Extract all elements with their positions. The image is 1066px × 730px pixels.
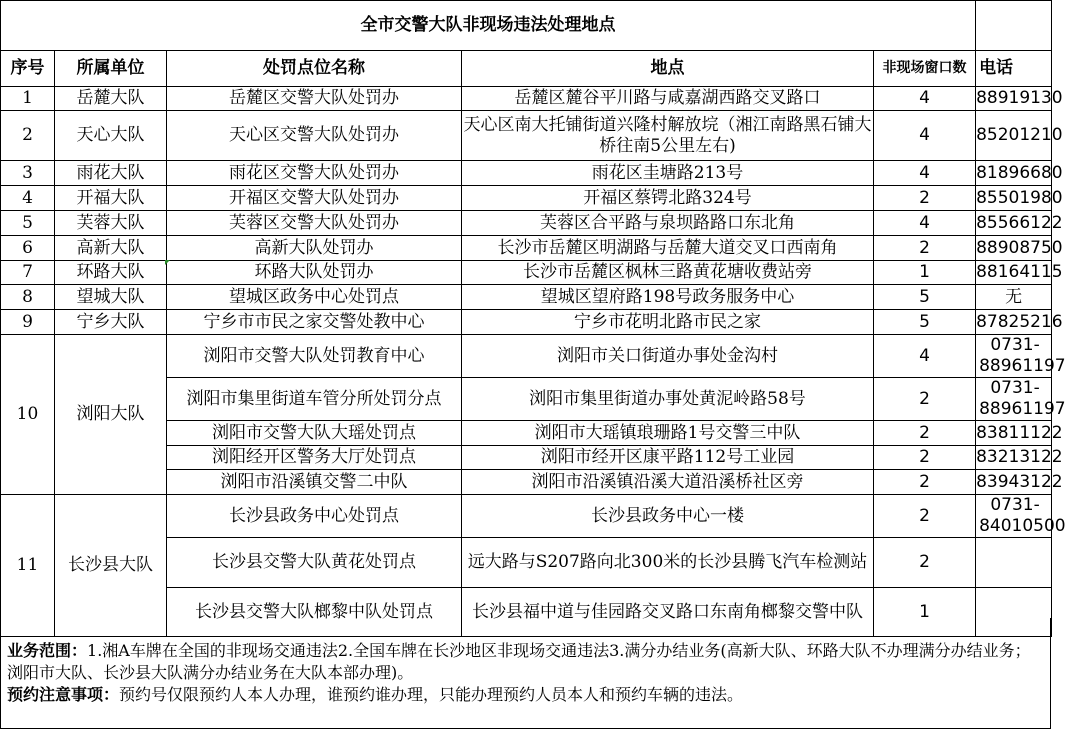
- row-seq: 9: [1, 310, 55, 335]
- table-row: [1, 161, 1052, 186]
- row-phone: 88908750: [976, 236, 1052, 261]
- business-scope: [1, 640, 1050, 684]
- row-address: 浏阳市沿溪镇沿溪大道沿溪桥社区旁: [462, 470, 874, 495]
- row-address: 长沙县福中道与佳园路交叉路口东南角榔黎交警中队: [462, 588, 874, 637]
- row-office: 长沙县政务中心处罚点: [167, 495, 462, 538]
- row-windows: 4: [874, 335, 976, 378]
- row-phone: 81896680: [976, 161, 1052, 186]
- notice-label: 预约注意事项：: [7, 685, 120, 704]
- row-unit: 雨花大队: [55, 161, 167, 186]
- row-office: 天心区交警大队处罚办: [167, 111, 462, 161]
- table-row: [1, 335, 1052, 378]
- row-seq: 6: [1, 236, 55, 261]
- row-windows: 2: [874, 421, 976, 446]
- row-windows: 2: [874, 446, 976, 470]
- row-windows: 5: [874, 310, 976, 335]
- row-seq: 2: [1, 111, 55, 161]
- table-row: [1, 236, 1052, 261]
- row-windows: 4: [874, 111, 976, 161]
- row-phone: 0731-84010500: [976, 495, 1052, 538]
- notice-text: 预约号仅限预约人本人办理，谁预约谁办理，只能办理预约人员本人和预约车辆的违法。: [119, 685, 744, 704]
- row-office: 雨花区交警大队处罚办: [167, 161, 462, 186]
- row-office: 望城区政务中心处罚点: [167, 285, 462, 310]
- row-phone: 0731-88961197: [976, 378, 1052, 421]
- row-address: 浏阳市经开区康平路112号工业园: [462, 446, 874, 470]
- header-address: 地点: [462, 51, 874, 87]
- notes-section: [0, 618, 1051, 729]
- row-unit: 高新大队: [55, 236, 167, 261]
- row-windows: 5: [874, 285, 976, 310]
- row-unit: 望城大队: [55, 285, 167, 310]
- row-office: 长沙县交警大队黄花处罚点: [167, 538, 462, 588]
- row-phone: 83811122: [976, 421, 1052, 446]
- row-seq: 7: [1, 261, 55, 285]
- row-address: 芙蓉区合平路与泉坝路路口东北角: [462, 211, 874, 236]
- row-phone: 83213122: [976, 446, 1052, 470]
- row-windows: 4: [874, 211, 976, 236]
- row-seq: 4: [1, 186, 55, 211]
- row-office: 高新大队处罚办: [167, 236, 462, 261]
- row-office: 岳麓区交警大队处罚办: [167, 87, 462, 111]
- table-row: [1, 495, 1052, 538]
- group-unit: 长沙县大队: [55, 495, 167, 637]
- row-unit: 开福大队: [55, 186, 167, 211]
- row-phone: 83943122: [976, 470, 1052, 495]
- row-address: 浏阳市大瑶镇琅珊路1号交警三中队: [462, 421, 874, 446]
- row-address: 宁乡市花明北路市民之家: [462, 310, 874, 335]
- scope-label: 业务范围：: [7, 641, 88, 660]
- table-row: [1, 261, 1052, 285]
- row-windows: 2: [874, 470, 976, 495]
- blank-cell: [976, 1, 1052, 51]
- row-office: 浏阳市交警大队大瑶处罚点: [167, 421, 462, 446]
- row-phone: 88164115: [976, 261, 1052, 285]
- row-office: 环路大队处罚办: [167, 261, 462, 285]
- comment-indicator-icon: [165, 260, 170, 265]
- header-windows: 非现场窗口数: [874, 51, 976, 87]
- header-office: 处罚点位名称: [167, 51, 462, 87]
- row-unit: 宁乡大队: [55, 310, 167, 335]
- row-address: 浏阳市关口街道办事处金沟村: [462, 335, 874, 378]
- row-windows: 4: [874, 161, 976, 186]
- group-unit: 浏阳大队: [55, 335, 167, 495]
- row-office: 宁乡市市民之家交警处教中心: [167, 310, 462, 335]
- row-windows: 1: [874, 588, 976, 637]
- row-seq: 3: [1, 161, 55, 186]
- row-address: 长沙市岳麓区明湖路与岳麓大道交叉口西南角: [462, 236, 874, 261]
- row-phone: 85201210: [976, 111, 1052, 161]
- row-seq: 8: [1, 285, 55, 310]
- row-address: 长沙县政务中心一楼: [462, 495, 874, 538]
- row-windows: 2: [874, 186, 976, 211]
- row-unit: 环路大队: [55, 261, 167, 285]
- group-seq: 10: [1, 335, 55, 495]
- row-windows: 2: [874, 236, 976, 261]
- row-address: 长沙市岳麓区枫林三路黄花塘收费站旁: [462, 261, 874, 285]
- table-row: [1, 211, 1052, 236]
- table-row: [1, 310, 1052, 335]
- row-phone: 0731-88961197: [976, 335, 1052, 378]
- row-windows: 4: [874, 87, 976, 111]
- row-office: 开福区交警大队处罚办: [167, 186, 462, 211]
- row-phone: 88919130: [976, 87, 1052, 111]
- row-windows: 2: [874, 538, 976, 588]
- row-unit: 芙蓉大队: [55, 211, 167, 236]
- row-address: 岳麓区麓谷平川路与咸嘉湖西路交叉路口: [462, 87, 874, 111]
- page-title: 全市交警大队非现场违法处理地点: [1, 1, 976, 51]
- row-phone: 无: [976, 285, 1052, 310]
- table-row: [1, 285, 1052, 310]
- header-seq: 序号: [1, 51, 55, 87]
- row-office: 浏阳市集里街道车管分所处罚分点: [167, 378, 462, 421]
- row-address: 开福区蔡锷北路324号: [462, 186, 874, 211]
- row-seq: 1: [1, 87, 55, 111]
- row-phone: [976, 538, 1052, 588]
- row-address: 天心区南大托铺街道兴隆村解放垸（湘江南路黑石铺大桥往南5公里左右): [462, 111, 874, 161]
- row-office: 芙蓉区交警大队处罚办: [167, 211, 462, 236]
- booking-notice: [1, 684, 1050, 706]
- row-unit: 岳麓大队: [55, 87, 167, 111]
- row-office: 长沙县交警大队榔黎中队处罚点: [167, 588, 462, 637]
- row-office: 浏阳经开区警务大厅处罚点: [167, 446, 462, 470]
- row-address: 远大路与S207路向北300米的长沙县腾飞汽车检测站: [462, 538, 874, 588]
- row-windows: 1: [874, 261, 976, 285]
- row-phone: 85566122: [976, 211, 1052, 236]
- header-phone: 电话: [976, 51, 1052, 87]
- row-address: 浏阳市集里街道办事处黄泥岭路58号: [462, 378, 874, 421]
- row-windows: 2: [874, 378, 976, 421]
- row-address: 雨花区圭塘路213号: [462, 161, 874, 186]
- row-address: 望城区望府路198号政务服务中心: [462, 285, 874, 310]
- row-windows: 2: [874, 495, 976, 538]
- row-unit: 天心大队: [55, 111, 167, 161]
- row-office: 浏阳市沿溪镇交警二中队: [167, 470, 462, 495]
- table-row: [1, 186, 1052, 211]
- header-unit: 所属单位: [55, 51, 167, 87]
- table-row: [1, 87, 1052, 111]
- row-seq: 5: [1, 211, 55, 236]
- row-phone: 87825216: [976, 310, 1052, 335]
- header-row: [1, 51, 1052, 87]
- row-phone: 85501980: [976, 186, 1052, 211]
- scope-text: 1.湘A车牌在全国的非现场交通违法2.全国车牌在长沙地区非现场交通违法3.满分办结业务(高新大队、环路大队不办理满分办结业务；浏阳市大队、长沙县大队满分办结业务在大队本部办理)。: [7, 641, 1031, 682]
- table-row: [1, 111, 1052, 161]
- row-office: 浏阳市交警大队处罚教育中心: [167, 335, 462, 378]
- group-seq: 11: [1, 495, 55, 637]
